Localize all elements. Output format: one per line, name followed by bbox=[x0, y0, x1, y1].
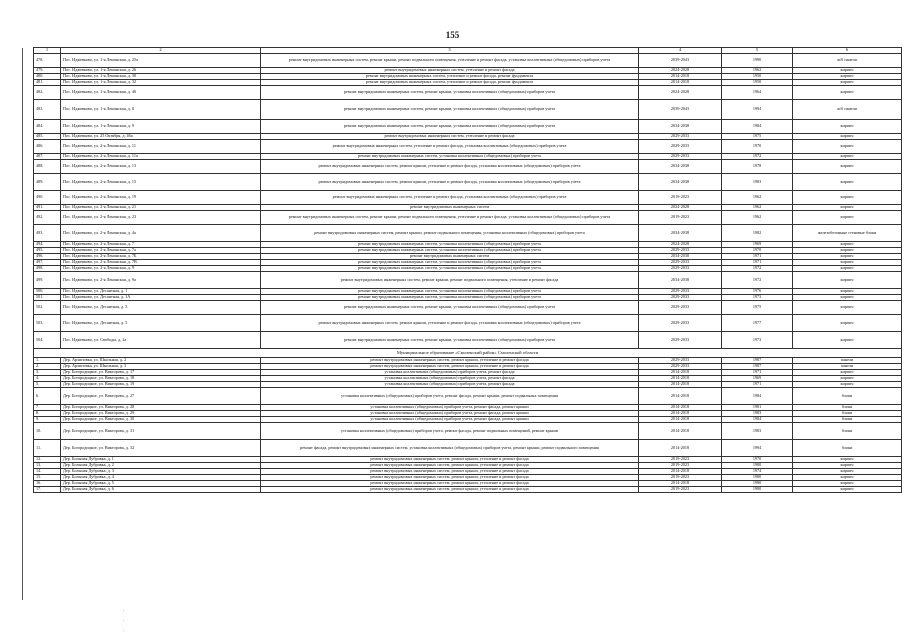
year-cell: 1972 bbox=[722, 154, 793, 160]
material-cell: блоки bbox=[793, 388, 902, 405]
period-cell: 2019-2023 bbox=[639, 211, 722, 225]
year-cell: 1962 bbox=[722, 205, 793, 211]
year-cell: 1962 bbox=[722, 68, 793, 74]
works-cell: установка коллективных (общедомовых) приборов учета, ремонт фасада, ремонт крыши bbox=[261, 405, 639, 411]
address-cell: Дер. Богородицкое, ул. Викторова, д. 30 bbox=[61, 417, 261, 423]
row-number: 479. bbox=[34, 68, 61, 74]
works-cell: ремонт внутридомовых инженерных систем, ремонт крыши, утепление и ремонт фасада bbox=[261, 487, 639, 493]
row-number: 500. bbox=[34, 289, 61, 295]
period-cell: 2019-2023 bbox=[639, 463, 722, 469]
year-cell: 1975 bbox=[722, 301, 793, 315]
material-cell: кирпич bbox=[793, 376, 902, 382]
material-cell: кирпич bbox=[793, 80, 902, 86]
period-cell: 2029-2033 bbox=[639, 358, 722, 364]
works-cell: ремонт внутридомовых инженерных систем, ремонт крыши, установка коллективных (общедомовых) приборов учета bbox=[261, 332, 639, 349]
year-cell: 1971 bbox=[722, 370, 793, 376]
material-cell: кирпич bbox=[793, 301, 902, 315]
material-cell: кирпич bbox=[793, 140, 902, 154]
material-cell: кирпич bbox=[793, 74, 902, 80]
year-cell: 1971 bbox=[722, 254, 793, 260]
address-cell: Пос. Иджевково, ул. 1-я Ленинская, д. 8 bbox=[61, 100, 261, 120]
table-row bbox=[34, 423, 902, 440]
address-cell: Пос. Иджевково, ул. Свободы, д. 2а bbox=[61, 332, 261, 349]
works-cell: ремонт внутридомовых инженерных систем, ремонт крыши, утепление и ремонт фасада, установка коллективных (общедомовых) приборов учета bbox=[261, 174, 639, 191]
address-cell: Пос. Иджевково, ул. 1-я Ленинская, д. 32 bbox=[61, 80, 261, 86]
row-number: 9. bbox=[34, 417, 61, 423]
table-row bbox=[34, 272, 902, 289]
repair-program-table bbox=[33, 47, 902, 493]
material-cell: кирпич bbox=[793, 481, 902, 487]
period-cell: 2014-2018 bbox=[639, 481, 722, 487]
period-cell: 2014-2018 bbox=[639, 388, 722, 405]
address-cell: Пос. Иджевково, ул. 2-я Ленинская, д. 7а bbox=[61, 248, 261, 254]
year-cell: 1962 bbox=[722, 191, 793, 205]
material-cell: кирпич bbox=[793, 382, 902, 388]
material-cell: блоки bbox=[793, 417, 902, 423]
table-row bbox=[34, 440, 902, 457]
period-cell: 2029-2033 bbox=[639, 140, 722, 154]
material-cell: кирпич bbox=[793, 332, 902, 349]
material-cell: кирпич bbox=[793, 370, 902, 376]
address-cell: Пос. Иджевково, ул. Десантная, д. 3 bbox=[61, 301, 261, 315]
period-cell: 2029-2033 bbox=[639, 266, 722, 272]
works-cell: ремонт внутридомовых инженерных систем, установка коллективных (общедомовых) приборов учета bbox=[261, 248, 639, 254]
period-cell: 2014-2018 bbox=[639, 382, 722, 388]
period-cell: 2029-2033 bbox=[639, 301, 722, 315]
year-cell: 1983 bbox=[722, 174, 793, 191]
address-cell: Дер. Богородицкое, ул. Викторова, д. 19 bbox=[61, 382, 261, 388]
address-cell: Дер. Большая Дубровка, д. 1 bbox=[61, 457, 261, 463]
period-cell: 2014-2018 bbox=[639, 417, 722, 423]
year-cell: 1984 bbox=[722, 417, 793, 423]
period-cell: 2039-2043 bbox=[639, 100, 722, 120]
address-cell: Пос. Иджевково, ул. 1-я Ленинская, д. 30 bbox=[61, 74, 261, 80]
period-cell: 2029-2033 bbox=[639, 364, 722, 370]
row-number: 2. bbox=[34, 364, 61, 370]
period-cell: 2024-2028 bbox=[639, 86, 722, 100]
works-cell: ремонт внутридомовых инженерных систем, утепление и ремонт фасада, установка коллективных (общедомовых) приборов учета bbox=[261, 140, 639, 154]
address-cell: Пос. Иджевково, ул. 25 Октября, д. 46а bbox=[61, 134, 261, 140]
material-cell: панели bbox=[793, 358, 902, 364]
year-cell: 1971 bbox=[722, 382, 793, 388]
year-cell: 1950 bbox=[722, 80, 793, 86]
column-header: 1 bbox=[34, 48, 61, 54]
works-cell: ремонт внутридомовых инженерных систем bbox=[261, 205, 639, 211]
row-number: 480. bbox=[34, 74, 61, 80]
address-cell: Пос. Иджевково, ул. 2-я Ленинская, д. 4а bbox=[61, 225, 261, 242]
works-cell: ремонт внутридомовых инженерных систем, ремонт крыши, установка коллективных (общедомовых) приборов учета bbox=[261, 120, 639, 134]
works-cell: установка коллективных (общедомовых) приборов учета, ремонт фасада bbox=[261, 376, 639, 382]
table-row bbox=[34, 225, 902, 242]
works-cell: ремонт внутридомовых инженерных систем, установка коллективных (общедомовых) приборов учета bbox=[261, 289, 639, 295]
year-cell: 1984 bbox=[722, 388, 793, 405]
works-cell: ремонт внутридомовых инженерных систем, ремонт крыши, ремонт подвального помещения, установка коллективных (общедомовых) приборов учета bbox=[261, 225, 639, 242]
works-cell: установка коллективных (общедомовых) приборов учета, ремонт фасада, ремонт крыши bbox=[261, 411, 639, 417]
material-cell: ж/б панели bbox=[793, 54, 902, 68]
year-cell: 1994 bbox=[722, 440, 793, 457]
table-body bbox=[34, 48, 902, 493]
material-cell: кирпич bbox=[793, 463, 902, 469]
address-cell: Дер. Большая Дубровка, д. 5 bbox=[61, 481, 261, 487]
table-row bbox=[34, 315, 902, 332]
year-cell: 1990 bbox=[722, 54, 793, 68]
works-cell: установка коллективных (общедомовых) приборов учета, ремонт фасада bbox=[261, 370, 639, 376]
material-cell: кирпич bbox=[793, 211, 902, 225]
period-cell: 2029-2033 bbox=[639, 248, 722, 254]
works-cell: ремонт внутридомовых инженерных систем, утепление и ремонт фасада bbox=[261, 68, 639, 74]
address-cell: Пос. Иджевково, ул. Десантная, д. 5 bbox=[61, 315, 261, 332]
row-number: 481. bbox=[34, 80, 61, 86]
table-row bbox=[34, 174, 902, 191]
period-cell: 2014-2018 bbox=[639, 376, 722, 382]
address-cell: Дер. Богородицкое, ул. Викторова, д. 31 bbox=[61, 423, 261, 440]
row-number: 478. bbox=[34, 54, 61, 68]
material-cell: кирпич bbox=[793, 295, 902, 301]
material-cell: кирпич bbox=[793, 174, 902, 191]
row-number: 491. bbox=[34, 205, 61, 211]
year-cell: 1983 bbox=[722, 411, 793, 417]
row-number: 494. bbox=[34, 242, 61, 248]
material-cell: кирпич bbox=[793, 242, 902, 248]
row-number: 13. bbox=[34, 463, 61, 469]
works-cell: ремонт внутридомовых инженерных систем, утепление и ремонт фасада, установка коллективных (общедомовых) приборов учета bbox=[261, 191, 639, 205]
row-number: 483. bbox=[34, 100, 61, 120]
table-row bbox=[34, 86, 902, 100]
year-cell: 1975 bbox=[722, 134, 793, 140]
year-cell: 1980 bbox=[722, 463, 793, 469]
works-cell: ремонт внутридомовых инженерных систем, ремонт крыши, установка коллективных (общедомовых) приборов учета bbox=[261, 301, 639, 315]
works-cell: ремонт внутридомовых инженерных систем, ремонт крыши, ремонт подвального помещения, утепление и ремонт фасада bbox=[261, 272, 639, 289]
row-number: 492. bbox=[34, 211, 61, 225]
row-number: 14. bbox=[34, 469, 61, 475]
year-cell: 1950 bbox=[722, 74, 793, 80]
row-number: 496. bbox=[34, 254, 61, 260]
material-cell: ж/б панели bbox=[793, 100, 902, 120]
table-row bbox=[34, 140, 902, 154]
row-number: 5. bbox=[34, 382, 61, 388]
period-cell: 2024-2028 bbox=[639, 242, 722, 248]
material-cell: кирпич bbox=[793, 272, 902, 289]
year-cell: 1976 bbox=[722, 289, 793, 295]
works-cell: ремонт внутридомовых инженерных систем, ремонт крыши, ремонт подвального помещения, утепление и ремонт фасада, установка коллективных (общедомовых) приборов учета bbox=[261, 211, 639, 225]
material-cell: блоки bbox=[793, 423, 902, 440]
period-cell: 2029-2033 bbox=[639, 315, 722, 332]
margin-dots: . . . bbox=[123, 608, 125, 633]
works-cell: ремонт внутридомовых инженерных систем, установка коллективных (общедомовых) приборов учета bbox=[261, 260, 639, 266]
material-cell: кирпич bbox=[793, 120, 902, 134]
material-cell: кирпич bbox=[793, 487, 902, 493]
period-cell: 2029-2033 bbox=[639, 260, 722, 266]
period-cell: 2014-2018 bbox=[639, 80, 722, 86]
section-title: Муниципальное образование «Смоленский район» Смоленской области bbox=[34, 349, 902, 358]
year-cell: 1973 bbox=[722, 332, 793, 349]
address-cell: Пос. Иджевково, ул. 2-я Ленинская, д. 11а bbox=[61, 154, 261, 160]
row-number: 3. bbox=[34, 370, 61, 376]
works-cell: установка коллективных (общедомовых) приборов учета, ремонт фасада, ремонт подвальных помещений, ремонт крыши bbox=[261, 423, 639, 440]
year-cell: 1971 bbox=[722, 260, 793, 266]
year-cell: 1972 bbox=[722, 272, 793, 289]
address-cell: Дер. Большая Дубровка, д. 3 bbox=[61, 469, 261, 475]
year-cell: 1981 bbox=[722, 405, 793, 411]
works-cell: установка коллективных (общедомовых) приборов учета, ремонт фасада, ремонт крыши, ремонт подвальных помещения bbox=[261, 388, 639, 405]
material-cell: кирпич bbox=[793, 289, 902, 295]
works-cell: ремонт внутридомовых инженерных систем, ремонт крыши, установка коллективных (общедомовых) приборов учета bbox=[261, 100, 639, 120]
material-cell: железобетонные стеновые блоки bbox=[793, 225, 902, 242]
table-row bbox=[34, 54, 902, 68]
period-cell: 2039-2043 bbox=[639, 54, 722, 68]
period-cell: 2029-2033 bbox=[639, 332, 722, 349]
row-number: 484. bbox=[34, 120, 61, 134]
material-cell: кирпич bbox=[793, 86, 902, 100]
period-cell: 2034-2038 bbox=[639, 174, 722, 191]
address-cell: Пос. Иджевково, ул. 2-я Ленинская, д. 7Б bbox=[61, 254, 261, 260]
address-cell: Дер. Богородицкое, ул. Викторова, д. 27 bbox=[61, 388, 261, 405]
row-number: 502. bbox=[34, 301, 61, 315]
year-cell: 1970 bbox=[722, 248, 793, 254]
year-cell: 1987 bbox=[722, 364, 793, 370]
year-cell: 1977 bbox=[722, 315, 793, 332]
period-cell: 2029-2033 bbox=[639, 154, 722, 160]
address-cell: Пос. Иджевково, ул. 2-я Ленинская, д. 15 bbox=[61, 174, 261, 191]
table-row bbox=[34, 332, 902, 349]
works-cell: ремонт внутридомовых инженерных систем, установка коллективных (общедомовых) приборов учета bbox=[261, 242, 639, 248]
material-cell: кирпич bbox=[793, 68, 902, 74]
works-cell: ремонт внутридомовых инженерных систем, утепление и ремонт фасада, ремонт фундамента bbox=[261, 74, 639, 80]
year-cell: 1969 bbox=[722, 242, 793, 248]
year-cell: 1978 bbox=[722, 160, 793, 174]
material-cell: кирпич bbox=[793, 475, 902, 481]
year-cell: 1983 bbox=[722, 423, 793, 440]
address-cell: Пос. Иджевково, ул. 1-я Ленинская, д. 46 bbox=[61, 86, 261, 100]
works-cell: ремонт внутридомовых инженерных систем, ремонт крыши, утепление и ремонт фасада bbox=[261, 481, 639, 487]
address-cell: Дер. Большая Дубровка, д. 6 bbox=[61, 487, 261, 493]
address-cell: Пос. Иджевково, ул. 2-я Ленинская, д. 9а bbox=[61, 272, 261, 289]
material-cell: кирпич bbox=[793, 457, 902, 463]
year-cell: 1984 bbox=[722, 120, 793, 134]
year-cell: 1973 bbox=[722, 295, 793, 301]
year-cell: 1962 bbox=[722, 211, 793, 225]
section-header-row bbox=[34, 349, 902, 358]
period-cell: 2034-2038 bbox=[639, 120, 722, 134]
address-cell: Пос. Иджевково, ул. 1-я Ленинская, д. 26 bbox=[61, 68, 261, 74]
table-row bbox=[34, 160, 902, 174]
row-number: 504. bbox=[34, 332, 61, 349]
material-cell: кирпич bbox=[793, 254, 902, 260]
works-cell: ремонт фасада, ремонт внутридомовых инженерных систем, установка коллективных (общедомовых) приборов учета, ремонт крыши, ремонт подвального помещения bbox=[261, 440, 639, 457]
address-cell: Дер. Архиповка, ул. Школьная, д. 3 bbox=[61, 364, 261, 370]
period-cell: 2034-2038 bbox=[639, 254, 722, 260]
material-cell: кирпич bbox=[793, 260, 902, 266]
address-cell: Дер. Богородицкое, ул. Викторова, д. 17 bbox=[61, 370, 261, 376]
address-cell: Дер. Большая Дубровка, д. 2 bbox=[61, 463, 261, 469]
period-cell: 2029-2033 bbox=[639, 295, 722, 301]
year-cell: 1974 bbox=[722, 469, 793, 475]
works-cell: ремонт внутридомовых инженерных систем, ремонт крыши, утепление и ремонт фасада bbox=[261, 457, 639, 463]
period-cell: 2029-2033 bbox=[639, 134, 722, 140]
row-number: 487. bbox=[34, 154, 61, 160]
table-row bbox=[34, 388, 902, 405]
row-number: 482. bbox=[34, 86, 61, 100]
table-row bbox=[34, 191, 902, 205]
material-cell: кирпич bbox=[793, 248, 902, 254]
address-cell: Пос. Иджевково, ул. 2-я Ленинская, д. 7 bbox=[61, 242, 261, 248]
works-cell: ремонт внутридомовых инженерных систем, установка коллективных (общедомовых) приборов учета bbox=[261, 154, 639, 160]
address-cell: Пос. Иджевково, ул. 2-я Ленинская, д. 23 bbox=[61, 211, 261, 225]
works-cell: ремонт внутридомовых инженерных систем, ремонт крыши, утепление и ремонт фасада, установка коллективных (общедомовых) приборов учета bbox=[261, 315, 639, 332]
row-number: 495. bbox=[34, 248, 61, 254]
row-number: 493. bbox=[34, 225, 61, 242]
period-cell: 2019-2023 bbox=[639, 475, 722, 481]
row-number: 15. bbox=[34, 475, 61, 481]
material-cell: кирпич bbox=[793, 469, 902, 475]
works-cell: ремонт внутридомовых инженерных систем, ремонт крыши, утепление и ремонт фасада, установка коллективных (общедомовых) приборов учета bbox=[261, 160, 639, 174]
address-cell: Пос. Иджевково, ул. 2-я Ленинская, д. 21 bbox=[61, 205, 261, 211]
works-cell: ремонт внутридомовых инженерных систем, установка коллективных (общедомовых) приборов учета bbox=[261, 266, 639, 272]
year-cell: 1972 bbox=[722, 266, 793, 272]
material-cell: кирпич bbox=[793, 266, 902, 272]
row-number: 486. bbox=[34, 140, 61, 154]
row-number: 10. bbox=[34, 423, 61, 440]
address-cell: Пос. Иджевково, ул. 2-я Ленинская, д. 19 bbox=[61, 191, 261, 205]
works-cell: ремонт внутридомовых инженерных систем, ремонт крыши, утепление и ремонт фасада bbox=[261, 364, 639, 370]
row-number: 7. bbox=[34, 405, 61, 411]
period-cell: 2034-2038 bbox=[639, 160, 722, 174]
period-cell: 2014-2018 bbox=[639, 469, 722, 475]
material-cell: кирпич bbox=[793, 154, 902, 160]
works-cell: установка коллективных (общедомовых) приборов учета, ремонт фасада bbox=[261, 382, 639, 388]
column-header: 2 bbox=[61, 48, 261, 54]
period-cell: 2019-2023 bbox=[639, 191, 722, 205]
column-header: 6 bbox=[793, 48, 902, 54]
year-cell: 1969 bbox=[722, 376, 793, 382]
year-cell: 1964 bbox=[722, 86, 793, 100]
address-cell: Пос. Иджевково, ул. 1-я Ленинская, д. 25а bbox=[61, 54, 261, 68]
row-number: 488. bbox=[34, 160, 61, 174]
material-cell: кирпич bbox=[793, 191, 902, 205]
table-row bbox=[34, 120, 902, 134]
row-number: 12. bbox=[34, 457, 61, 463]
row-number: 6. bbox=[34, 388, 61, 405]
row-number: 499. bbox=[34, 272, 61, 289]
year-cell: 1980 bbox=[722, 481, 793, 487]
page-number: 155 bbox=[445, 30, 460, 40]
material-cell: блоки bbox=[793, 405, 902, 411]
year-cell: 1982 bbox=[722, 225, 793, 242]
period-cell: 2034-2038 bbox=[639, 272, 722, 289]
address-cell: Пос. Иджевково, ул. 2-я Ленинская, д. 13 bbox=[61, 160, 261, 174]
address-cell: Пос. Иджевково, ул. 2-я Ленинская, д. 7В bbox=[61, 260, 261, 266]
address-cell: Пос. Иджевково, ул. Десантная, д. 1А bbox=[61, 295, 261, 301]
row-number: 1. bbox=[34, 358, 61, 364]
works-cell: ремонт внутридомовых инженерных систем, установка коллективных (общедомовых) приборов учета bbox=[261, 295, 639, 301]
year-cell: 1980 bbox=[722, 487, 793, 493]
works-cell: ремонт внутридомовых инженерных систем, ремонт крыши, утепление и ремонт фасада bbox=[261, 463, 639, 469]
row-number: 485. bbox=[34, 134, 61, 140]
column-header: 3 bbox=[261, 48, 639, 54]
address-cell: Дер. Богородицкое, ул. Викторова, д. 28 bbox=[61, 405, 261, 411]
address-cell: Дер. Богородицкое, ул. Викторова, д. 18 bbox=[61, 376, 261, 382]
period-cell: 2014-2018 bbox=[639, 440, 722, 457]
row-number: 16. bbox=[34, 481, 61, 487]
row-number: 4. bbox=[34, 376, 61, 382]
address-cell: Дер. Богородицкое, ул. Викторова, д. 29 bbox=[61, 411, 261, 417]
row-number: 498. bbox=[34, 266, 61, 272]
address-cell: Дер. Архиповка, ул. Школьная, д. 2 bbox=[61, 358, 261, 364]
period-cell: 2014-2018 bbox=[639, 405, 722, 411]
row-number: 17. bbox=[34, 487, 61, 493]
works-cell: ремонт внутридомовых инженерных систем, ремонт крыши, утепление и ремонт фасада bbox=[261, 469, 639, 475]
address-cell: Пос. Иджевково, ул. 1-я Ленинская, д. 9 bbox=[61, 120, 261, 134]
row-number: 490. bbox=[34, 191, 61, 205]
year-cell: 1970 bbox=[722, 140, 793, 154]
period-cell: 2034-2038 bbox=[639, 225, 722, 242]
table-row bbox=[34, 100, 902, 120]
period-cell: 2014-2018 bbox=[639, 370, 722, 376]
row-number: 501. bbox=[34, 295, 61, 301]
material-cell: блоки bbox=[793, 411, 902, 417]
table-row bbox=[34, 487, 902, 493]
row-number: 8. bbox=[34, 411, 61, 417]
column-header: 4 bbox=[639, 48, 722, 54]
works-cell: ремонт внутридомовых инженерных систем, утепление и ремонт фасада bbox=[261, 134, 639, 140]
year-cell: 1980 bbox=[722, 475, 793, 481]
period-cell: 2024-2028 bbox=[639, 205, 722, 211]
row-number: 489. bbox=[34, 174, 61, 191]
material-cell: панели bbox=[793, 364, 902, 370]
works-cell: ремонт внутридомовых инженерных систем bbox=[261, 254, 639, 260]
address-cell: Пос. Иджевково, ул. 2-я Ленинская, д. 11 bbox=[61, 140, 261, 154]
period-cell: 2014-2018 bbox=[639, 74, 722, 80]
address-cell: Пос. Иджевково, ул. Десантная, д. 1 bbox=[61, 289, 261, 295]
period-cell: 2014-2018 bbox=[639, 411, 722, 417]
works-cell: ремонт внутридомовых инженерных систем, ремонт крыши, утепление и ремонт фасада bbox=[261, 358, 639, 364]
material-cell: кирпич bbox=[793, 205, 902, 211]
period-cell: 2019-2023 bbox=[639, 487, 722, 493]
address-cell: Дер. Большая Дубровка, д. 4 bbox=[61, 475, 261, 481]
table-row bbox=[34, 301, 902, 315]
period-cell: 2024-2028 bbox=[639, 68, 722, 74]
material-cell: кирпич bbox=[793, 160, 902, 174]
row-number: 11. bbox=[34, 440, 61, 457]
year-cell: 1994 bbox=[722, 100, 793, 120]
works-cell: ремонт внутридомовых инженерных систем, ремонт крыши, утепление и ремонт фасада bbox=[261, 475, 639, 481]
works-cell: ремонт внутридомовых инженерных систем, ремонт крыши, установка коллективных (общедомовых) приборов учета bbox=[261, 86, 639, 100]
binding-margin-line bbox=[22, 48, 24, 600]
column-header: 5 bbox=[722, 48, 793, 54]
period-cell: 2014-2018 bbox=[639, 423, 722, 440]
material-cell: кирпич bbox=[793, 134, 902, 140]
material-cell: блоки bbox=[793, 440, 902, 457]
address-cell: Дер. Богородицкое, ул. Викторова, д. 32 bbox=[61, 440, 261, 457]
works-cell: установка коллективных (общедомовых) приборов учета, ремонт фасада, ремонт крыши bbox=[261, 417, 639, 423]
table-row bbox=[34, 211, 902, 225]
row-number: 503. bbox=[34, 315, 61, 332]
period-cell: 2029-2033 bbox=[639, 289, 722, 295]
works-cell: ремонт внутридомовых инженерных систем, ремонт крыши, ремонт подвального помещения, утепление и ремонт фасада, установка коллективных (общедомовых) приборов учета bbox=[261, 54, 639, 68]
year-cell: 1970 bbox=[722, 457, 793, 463]
address-cell: Пос. Иджевково, ул. 2-я Ленинская, д. 9 bbox=[61, 266, 261, 272]
period-cell: 2019-2023 bbox=[639, 457, 722, 463]
material-cell: кирпич bbox=[793, 315, 902, 332]
works-cell: ремонт внутридомовых инженерных систем, утепление и ремонт фасада, ремонт фундамента bbox=[261, 80, 639, 86]
row-number: 497. bbox=[34, 260, 61, 266]
year-cell: 1987 bbox=[722, 358, 793, 364]
